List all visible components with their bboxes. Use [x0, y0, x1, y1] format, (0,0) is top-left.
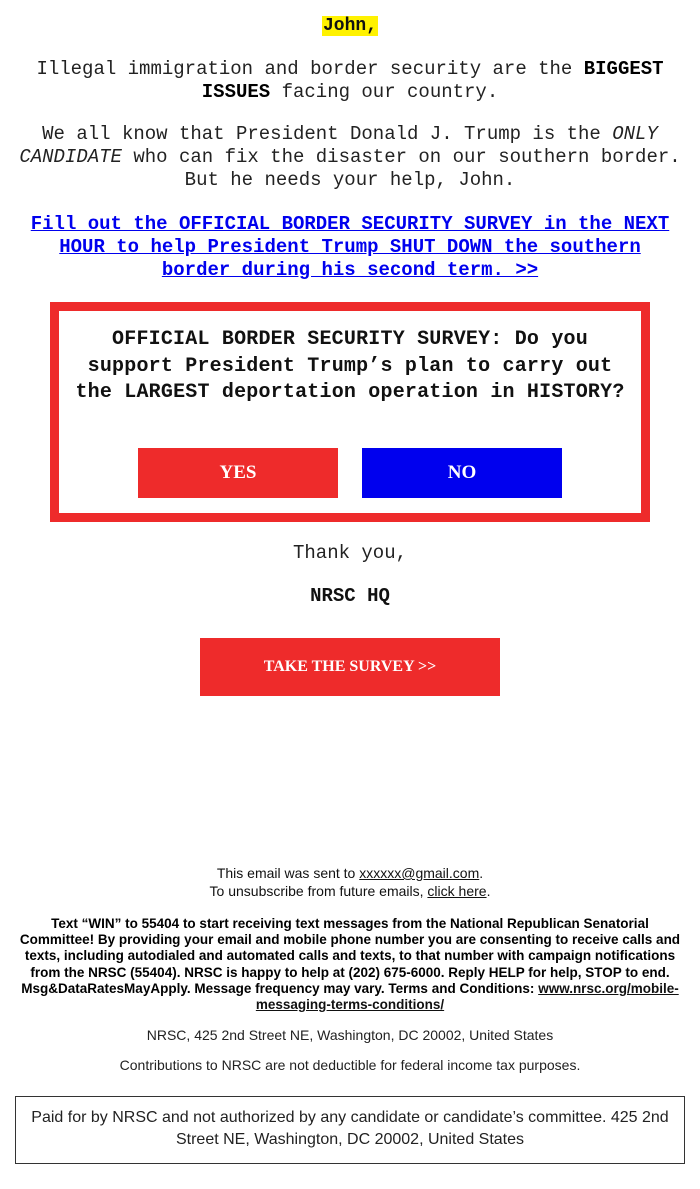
take-survey-button[interactable]: TAKE THE SURVEY >> [200, 638, 500, 696]
survey-cta-link[interactable]: Fill out the OFFICIAL BORDER SECURITY SURVEY in the NEXT HOUR to help President Trump SHUT DOWN the southern border during his second term. >> [30, 213, 670, 281]
intro-text: Illegal immigration and border security are the [36, 58, 584, 80]
contributions-disclaimer: Contributions to NRSC are not deductible for federal income tax purposes. [119, 1057, 581, 1073]
unsubscribe-suffix: . [486, 883, 491, 899]
intro-text: We all know that President Donald J. Trump is the [42, 123, 613, 145]
paid-for-disclaimer [15, 1096, 685, 1164]
no-button[interactable]: NO [362, 448, 562, 498]
intro-italic: ONLY CANDIDATE [19, 123, 658, 168]
intro-paragraph-2 [14, 123, 686, 192]
greeting-highlight: John, [322, 16, 377, 36]
unsubscribe-line [0, 882, 700, 900]
intro-emphasis: BIGGEST ISSUES [201, 58, 664, 103]
mailing-address: NRSC, 425 2nd Street NE, Washington, DC 20002, United States [146, 1027, 554, 1043]
sent-suffix: . [479, 865, 484, 881]
intro-text: facing our country. [270, 81, 499, 103]
yes-button[interactable]: YES [138, 448, 338, 498]
signature: NRSC HQ [310, 585, 390, 607]
paid-for-text: Paid for by NRSC and not authorized by any candidate or candidate’s committee. 425 2nd Street NE, Washington, DC 20002, United States [31, 1109, 669, 1148]
sent-to-line [0, 864, 700, 882]
intro-text: who can fix the disaster on our southern border. But he needs your help, John. [121, 146, 681, 191]
footer-sent-notice [0, 864, 700, 900]
sms-legal-notice [18, 916, 682, 1013]
sent-prefix: This email was sent to [216, 865, 360, 881]
terms-link[interactable]: www.nrsc.org/mobile-messaging-terms-conditions/ [255, 980, 679, 1013]
unsubscribe-prefix: To unsubscribe from future emails, [209, 883, 428, 899]
greeting [0, 14, 700, 38]
unsubscribe-link[interactable]: click here [427, 883, 487, 899]
legal-text: Text “WIN” to 55404 to start receiving text messages from the National Republican Senatorial Committee! By providing your email and mobile phone number you are consenting to receive calls and texts, including autodialed and automated calls and texts, to that number with campaign notifications from the NRSC (55404). NRSC is happy to help at (202) 675-6000. Reply HELP for help, STOP to end. Msg&DataRatesMayApply. Message frequency may vary. Terms and Conditions: [19, 916, 681, 996]
survey-box [50, 302, 650, 522]
survey-question: OFFICIAL BORDER SECURITY SURVEY: Do you support President Trump’s plan to carry out the LARGEST deportation operation in HISTORY? [75, 328, 625, 404]
recipient-email-link[interactable]: xxxxxx@gmail.com [359, 865, 480, 881]
intro-paragraph-1 [14, 58, 686, 104]
thank-you-text: Thank you, [292, 542, 408, 564]
